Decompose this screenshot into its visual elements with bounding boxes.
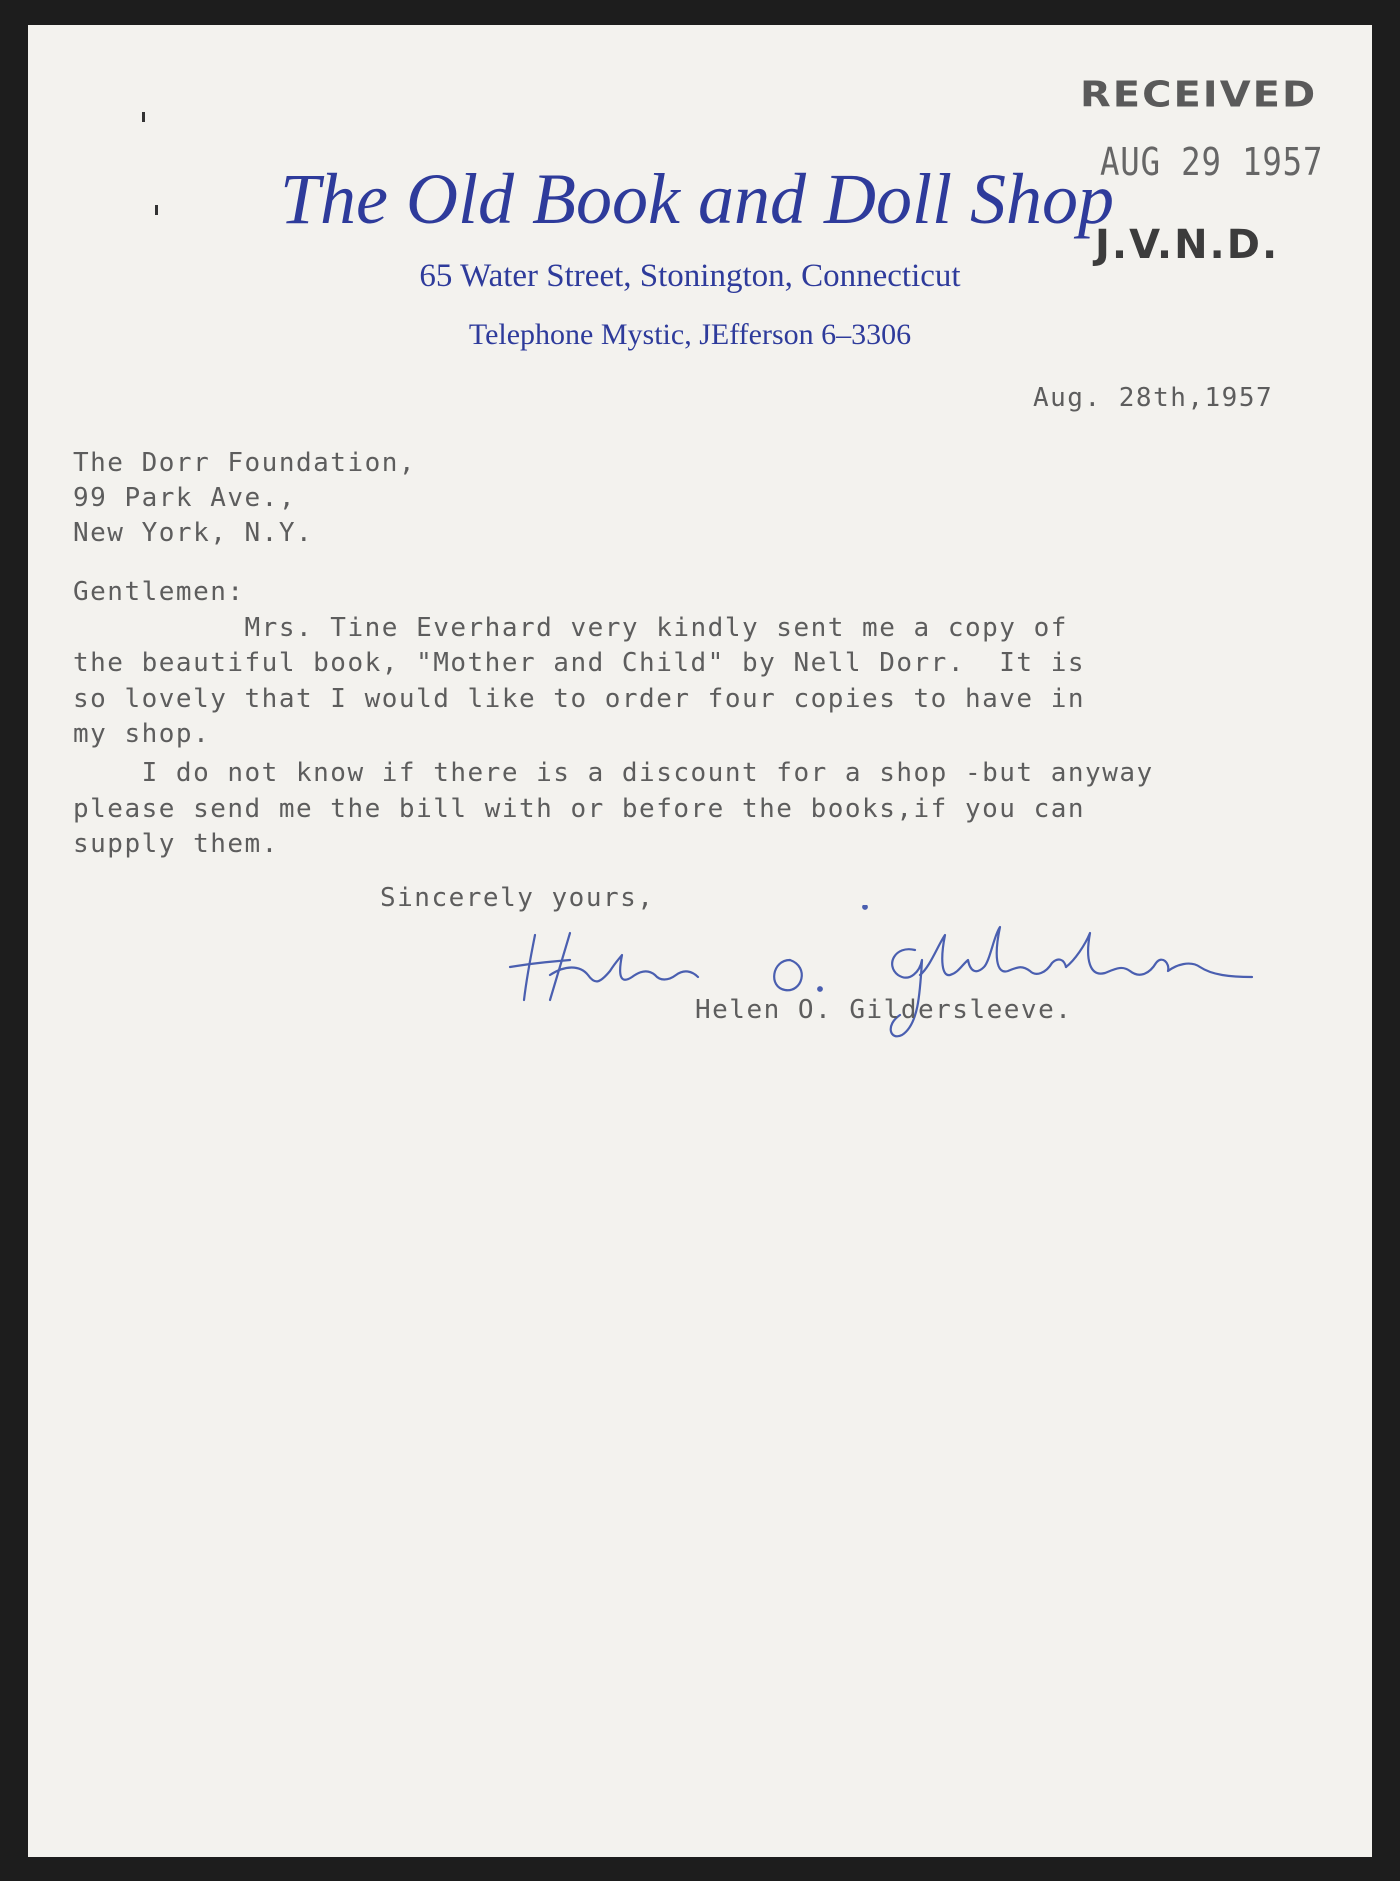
received-stamp: RECEIVED	[1080, 74, 1318, 116]
body-line: please send me the bill with or before the books,if you can	[73, 794, 1086, 824]
letterhead-title: The Old Book and Doll Shop	[280, 159, 1114, 239]
received-stamp-date: AUG 29 1957	[1100, 140, 1324, 184]
body-line: Mrs. Tine Everhard very kindly sent me a copy of	[73, 613, 1068, 643]
salutation: Gentlemen:	[73, 577, 245, 607]
letter-date: Aug. 28th,1957	[1033, 383, 1274, 413]
typed-signature-name: Helen O. Gildersleeve.	[695, 995, 1073, 1025]
body-line: the beautiful book, "Mother and Child" by Nell Dorr. It is	[73, 648, 1086, 678]
closing: Sincerely yours,	[380, 883, 655, 913]
letterhead-address: 65 Water Street, Stonington, Connecticut	[419, 258, 961, 294]
punch-mark	[142, 112, 145, 122]
body-line: my shop.	[73, 719, 211, 749]
body-line: I do not know if there is a discount for a shop -but anyway	[73, 758, 1154, 788]
recipient-line: 99 Park Ave.,	[73, 483, 296, 513]
recipient-line: New York, N.Y.	[73, 518, 314, 548]
recipient-line: The Dorr Foundation,	[73, 448, 417, 478]
body-line: supply them.	[73, 829, 279, 859]
letterhead-telephone: Telephone Mystic, JEfferson 6–3306	[468, 318, 912, 351]
received-stamp-initials: J.V.N.D.	[1095, 222, 1280, 268]
body-line: so lovely that I would like to order four copies to have in	[73, 684, 1086, 714]
